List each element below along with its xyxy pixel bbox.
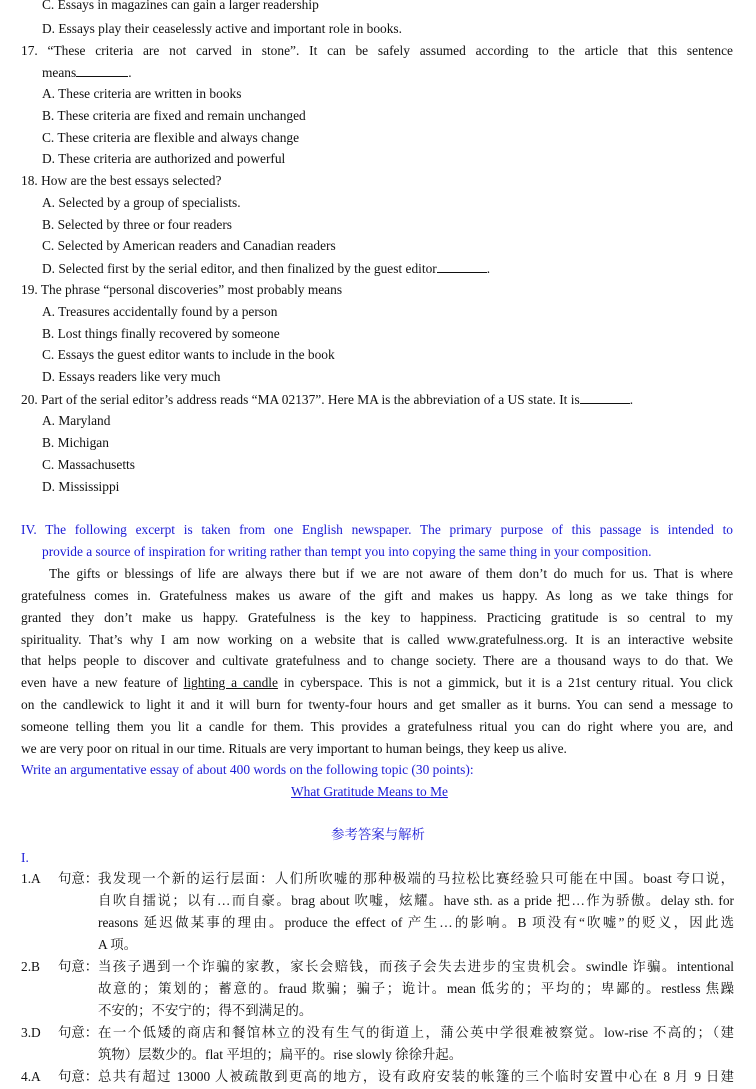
passage-line-7: on the candlewick to light it and it will burn for twenty-four hours and get smaller as it burns. You can send a message to [21,697,733,712]
essay-topic: What Gratitude Means to Me [291,784,448,799]
q17-stem-line1: 17. “These criteria are not carved in stone”. It can be safely assumed according to the article that this sentence [21,43,733,58]
passage-line-8: someone telling them you lit a candle for them. This provides a gratefulness ritual you can do right where you are, and [21,719,733,734]
passage-line-2: gratefulness comes in. Gratefulness makes us aware of the gift and makes us happy. As long as we take things for [21,588,733,603]
answers-heading: 参考答案与解析 [331,827,425,842]
q20-stem: 20. Part of the serial editor’s address reads “MA 02137”. Here MA is the abbreviation of a US state. It is . [21,392,634,407]
passage-line-6-end: in cyberspace. This is not a gimmick, but it is a 21st century ritual. You click [277,675,734,690]
q17-option-b: B. These criteria are fixed and remain unchanged [42,108,306,123]
q19-stem: 19. The phrase “personal discoveries” most probably means [21,282,343,297]
answer-explanation-line: 故意的；策划的；蓄意的。fraud 欺骗；骗子；诡计。mean 低劣的；平均的；卑鄙的。restless 焦躁 [98,981,734,996]
q18-option-a: A. Selected by a group of specialists. [42,195,241,210]
answer-explanation-line: 当孩子遇到一个诈骗的家教，家长会赔钱，而孩子会失去进步的宝贵机会。swindle 诈骗。intentional [98,959,734,974]
q20-option-a: A. Maryland [42,413,111,428]
answer-explanation-line: 在一个低矮的商店和餐馆林立的没有生气的街道上，蒲公英中学很难被察觉。low-rise 不高的；（建 [98,1025,734,1040]
section-iv-intro-line1: IV. The following excerpt is taken from one English newspaper. The primary purpose of this passage is intended to [21,522,733,537]
passage-line-3: granted they don’t make us happy. Gratefulness is the key to happiness. Practicing gratitude is so central to my [21,610,733,625]
passage-line-1: The gifts or blessings of life are always there but if we are not aware of them don’t do much for us. That is where [49,566,733,581]
q19-option-b: B. Lost things finally recovered by someone [42,326,280,341]
q18-option-c: C. Selected by American readers and Canadian readers [42,238,336,253]
answer-explanation-line: reasons 延迟做某事的理由。produce the effect of 产生…的影响。B 项没有“吹嘘”的贬义，因此选 [98,915,734,930]
q16-option-c: C. Essays in magazines can gain a larger readership [42,0,319,12]
q18-option-b: B. Selected by three or four readers [42,217,232,232]
q20-option-d: D. Mississippi [42,479,120,494]
q17-stem-line2: means . [42,65,132,80]
lighting-a-candle-phrase: lighting a candle [183,675,278,690]
passage-line-9: we are very poor on ritual in our time. Rituals are very important to human beings, they keep us alive. [21,741,567,756]
answer-explanation-line: 我发现一个新的运行层面：人们所吹嘘的那种极端的马拉松比赛经验只可能在中国。boast 夸口说， [98,871,734,886]
answer-blank [76,63,128,77]
answer-sentence-label: 句意： [58,959,99,974]
answer-blank [437,259,487,273]
q19-option-a: A. Treasures accidentally found by a person [42,304,278,319]
q19-option-c: C. Essays the guest editor wants to include in the book [42,347,335,362]
answers-section-label: I. [21,850,29,865]
passage-line-4: spirituality. That’s why I am now working on a website that is called www.gratefulness.org. It is an interactive website [21,632,733,647]
passage-line-6-start: even have a new feature of [21,675,184,690]
q18-option-d: D. Selected first by the serial editor, and then finalized by the guest editor . [42,261,491,276]
answer-explanation-line: 自吹自擂说；以有…而自豪。brag about 吹嘘，炫耀。have sth. as a pride 把…作为骄傲。delay sth. for [98,893,734,908]
answer-explanation-line: 不安的；不安宁的；得不到满足的。 [98,1003,313,1018]
answer-blank [580,390,630,404]
writing-task: Write an argumentative essay of about 400 words on the following topic (30 points): [21,762,474,777]
q17-option-d: D. These criteria are authorized and powerful [42,151,286,166]
q20-option-c: C. Massachusetts [42,457,135,472]
q18-stem: 18. How are the best essays selected? [21,173,222,188]
answer-explanation-line: 总共有超过 13000 人被疏散到更高的地方，设有政府安装的帐篷的三个临时安置中心在 8 月 9 日建 [98,1069,734,1084]
q18-option-d-text: D. Selected first by the serial editor, and then finalized by the guest editor [42,261,437,276]
answer-sentence-label: 句意： [58,1025,99,1040]
q20-stem-text: 20. Part of the serial editor’s address reads “MA 02137”. Here MA is the abbreviation of a US state. It is [21,392,580,407]
answer-number: 1.A [21,871,41,886]
q17-option-a: A. These criteria are written in books [42,86,242,101]
answer-number: 2.B [21,959,40,974]
passage-line-5: that helps people to discover and cultivate gratefulness and to change society. There are a thousand ways to do that. We [21,653,733,668]
answer-number: 3.D [21,1025,41,1040]
answer-explanation-line: 筑物）层数少的。flat 平坦的；扁平的。rise slowly 徐徐升起。 [98,1047,463,1062]
answer-sentence-label: 句意： [58,1069,99,1084]
q19-option-d: D. Essays readers like very much [42,369,221,384]
answer-explanation-line: A 项。 [98,937,138,952]
q17-option-c: C. These criteria are flexible and always change [42,130,300,145]
answer-sentence-label: 句意： [58,871,99,886]
passage-line-6 [21,674,733,692]
q20-option-b: B. Michigan [42,435,109,450]
q17-stem-text: means [42,65,77,80]
q16-option-d: D. Essays play their ceaselessly active and important role in books. [42,21,402,36]
answer-number: 4.A [21,1069,41,1084]
section-iv-intro-line2: provide a source of inspiration for writing rather than tempt you into copying the same thing in your composition. [42,544,652,559]
